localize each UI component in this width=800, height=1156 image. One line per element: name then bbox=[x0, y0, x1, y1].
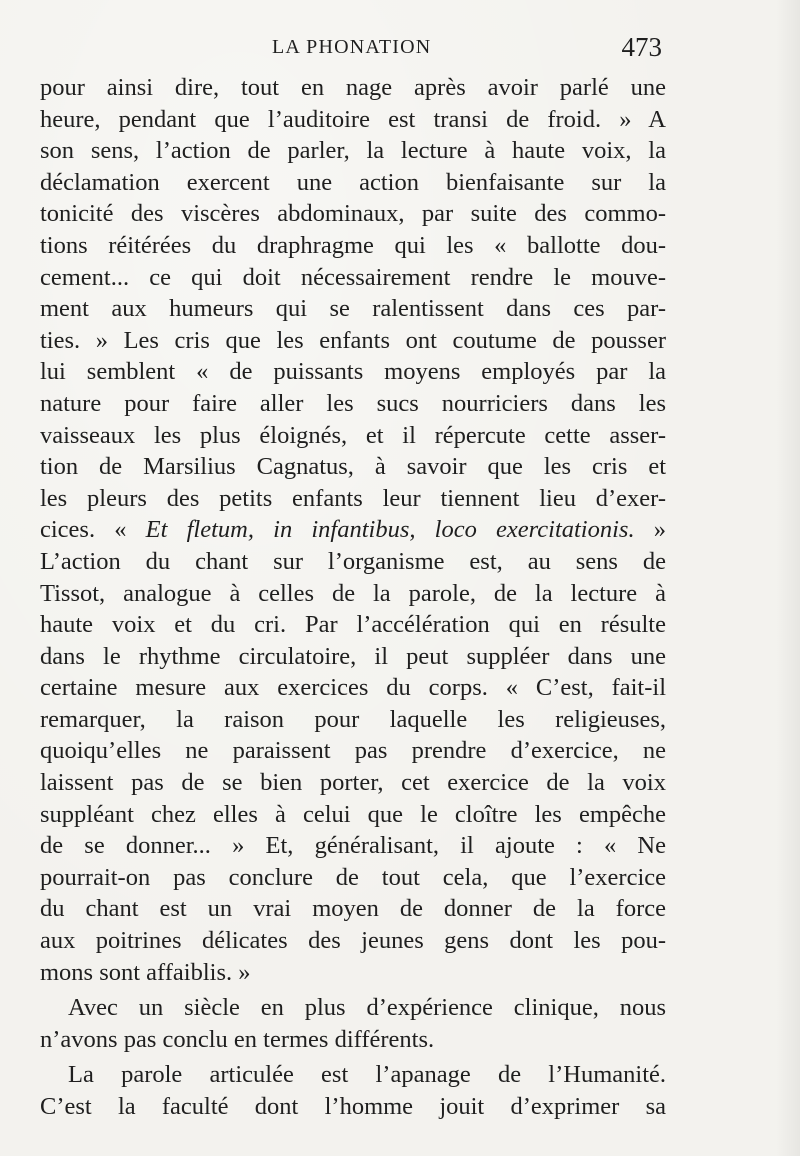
text-line: nature pour faire aller les sucs nourriciers dans les bbox=[40, 389, 666, 417]
text-line: laissent pas de se bien porter, cet exercice de la voix bbox=[40, 769, 666, 797]
text-line: les pleurs des petits enfants leur tiennent lieu d’exer- bbox=[40, 484, 666, 512]
page-edge-shadow bbox=[776, 0, 800, 1156]
page-header bbox=[40, 34, 666, 68]
text-line: ties. » Les cris que les enfants ont coutume de pousser bbox=[40, 326, 666, 354]
text-line: son sens, l’action de parler, la lecture à haute voix, la bbox=[40, 137, 666, 165]
body-text bbox=[40, 72, 666, 1123]
latin-quote: Et fletum, in infantibus, loco exercitationis. bbox=[145, 516, 635, 544]
text-line: cement... ce qui doit nécessairement rendre le mouve- bbox=[40, 263, 666, 291]
text-line: La parole articulée est l’apanage de l’Humanité. bbox=[68, 1061, 666, 1089]
page-number: 473 bbox=[621, 32, 662, 62]
text-line: L’action du chant sur l’organisme est, au sens de bbox=[40, 547, 666, 575]
text-line: haute voix et du cri. Par l’accélération qui en résulte bbox=[40, 611, 666, 639]
text-line: vaisseaux les plus éloignés, et il répercute cette asser- bbox=[40, 421, 666, 449]
text-line: du chant est un vrai moyen de donner de la force bbox=[40, 895, 666, 923]
text-line: déclamation exercent une action bienfaisante sur la bbox=[40, 168, 666, 196]
quote-suffix: » bbox=[634, 516, 667, 544]
text-line: suppléant chez elles à celui que le cloître les empêche bbox=[40, 800, 666, 828]
text-line: remarquer, la raison pour laquelle les religieuses, bbox=[40, 705, 666, 733]
text-line: de se donner... » Et, généralisant, il ajoute : « Ne bbox=[40, 832, 666, 860]
text-line: pour ainsi dire, tout en nage après avoir parlé une bbox=[40, 74, 666, 101]
text-line: dans le rhythme circulatoire, il peut suppléer dans une bbox=[40, 642, 666, 670]
quote-prefix: cices. « bbox=[40, 516, 146, 544]
text-line: ment aux humeurs qui se ralentissent dans ces par- bbox=[40, 295, 666, 323]
text-line: mons sont affaiblis. » bbox=[40, 958, 251, 986]
text-line: C’est la faculté dont l’homme jouit d’exprimer sa bbox=[40, 1093, 666, 1120]
text-line: n’avons pas conclu en termes différents. bbox=[40, 1025, 435, 1053]
text-line: pourrait-on pas conclure de tout cela, que l’exercice bbox=[40, 863, 666, 891]
text-line: Tissot, analogue à celles de la parole, de la lecture à bbox=[40, 579, 666, 607]
text-line: Avec un siècle en plus d’expérience clinique, nous bbox=[68, 994, 666, 1022]
text-line: aux poitrines délicates des jeunes gens dont les pou- bbox=[40, 927, 666, 955]
text-line: tion de Marsilius Cagnatus, à savoir que les cris et bbox=[40, 453, 666, 481]
text-line: quoiqu’elles ne paraissent pas prendre d’exercice, ne bbox=[40, 737, 666, 765]
text-line: heure, pendant que l’auditoire est transi de froid. » A bbox=[40, 105, 666, 133]
text-line: tions réitérées du draphragme qui les « ballotte dou- bbox=[40, 231, 666, 259]
text-line: certaine mesure aux exercices du corps. « C’est, fait-il bbox=[40, 674, 666, 702]
running-head: LA PHONATION bbox=[272, 36, 432, 58]
text-line: tonicité des viscères abdominaux, par suite des commo- bbox=[40, 200, 666, 228]
text-line: lui semblent « de puissants moyens employés par la bbox=[40, 358, 666, 386]
latin-quote-line bbox=[40, 514, 666, 546]
